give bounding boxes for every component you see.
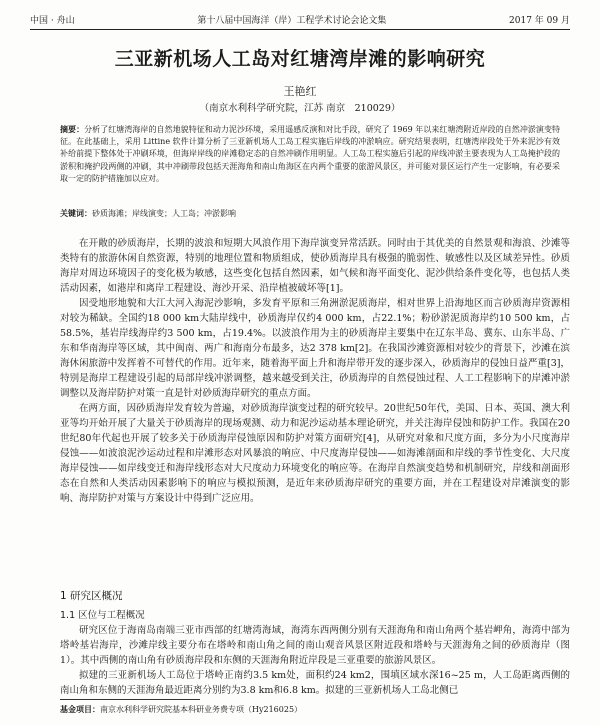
body-paragraph: 拟建的三亚新机场人工岛位于塔岭正南约3.5 km处，面积约24 km2，围填区域水深16~25 m，人工岛距离西侧的南山角和东侧的天涯海角最近距离分别约为3.8 km和6.8 km。拟建的三亚新机场人工岛北侧已 bbox=[60, 670, 570, 696]
section-1-1-body bbox=[60, 623, 570, 698]
running-head-location: 中国 · 舟山 bbox=[30, 15, 75, 26]
introduction bbox=[60, 236, 570, 506]
intro-paragraph: 因受地形地貌和大江大河入海泥沙影响，多发育平原和三角洲淤泥质海岸，相对世界上沿海地区而言砂质海岸资源相对较为稀缺。全国约18 000 km大陆岸线中，砂质海岸仅约4 000 km，占22.1%；粉砂淤泥质海岸约10 500 km，占58.5%，基岩岸线海岸约3 500 km，占19.4%。以波浪作用为主的砂质海岸主要集中在辽东半岛、冀东、山东半岛、广东和华南海岸等区域，其中闽南、两广和海南分布最多，达2 378 km[2]。在我国沙滩资源相对较少的背景下，沙滩在滨海休闲旅游中发挥着不可替代的作用。近年来，随着海平面上升和海岸带开发的逐步深入，砂质海岸的侵蚀日益严重[3]，特别是海岸工程建设引起的局部岸线冲淤调整，越来越受到关注，砂质海岸的自然侵蚀过程、人工工程影响下的岸滩冲淤调整以及海岸防护对策一直是针对砂质海岸研究的重点方面。 bbox=[60, 298, 570, 399]
intro-paragraph: 在两方面，因砂质海岸发育较为普遍，对砂质海岸演变过程的研究较早。20世纪50年代，美国、日本、英国、澳大利亚等均开始开展了大量关于砂质海岸的现场观测、动力和泥沙运动基本理论研究，并关注海岸侵蚀和防护工作。我国在20世纪80年代起也开展了较多关于砂质海岸侵蚀原因和防护对策方面研究[4]，从研究对象和尺度方面，多分为小尺度海岸侵蚀——如波浪泥沙运动过程和岸滩形态对风暴浪的响应、中尺度海岸侵蚀——如海滩剖面和岸线的季节性变化、大尺度海岸侵蚀——如岸线变迁和海岸线形态对大尺度动力环境变化的响应等。在海岸自然演变趋势和机制研究，岸线和剖面形态在自然和人类活动因素影响下的响应与模拟预测，是近年来砂质海岸研究的重要方面，并在工程建设对岸滩演变的影响、海岸防护对策与方案设计中得到广泛应用。 bbox=[60, 403, 570, 504]
subsection-heading: 1.1 区位与工程概况 bbox=[60, 610, 145, 621]
keywords-text: 砂质海滩；岸线演变；人工岛；冲淤影响 bbox=[92, 209, 236, 218]
body-paragraph: 研究区位于海南岛南端三亚市西部的红塘湾海域，海湾东西两侧分别有天涯海角和南山角两个基岩岬角，海湾中部为塔岭基岩海岸，沙滩岸线主要分布在塔岭和南山角之间的南山观音风景区附近段和塔岭与天涯海角之间的砂质海岸（图1）。其中西侧的南山角有砂质海岸段和东侧的天涯海角附近岸段是三亚重要的旅游风景区。 bbox=[60, 625, 570, 666]
keywords bbox=[60, 208, 560, 219]
footnote-rule bbox=[60, 699, 200, 700]
running-head-proceedings: 第十八届中国海洋（岸）工程学术讨论会论文集 bbox=[197, 15, 387, 26]
footnote-text: 南京水利科学研究院基本科研业务费专项（Hy216025） bbox=[100, 705, 303, 714]
header-rule bbox=[30, 29, 570, 30]
abstract-text: 分析了红塘湾海岸的自然地貌特征和动力泥沙环境，采用遥感反演和对比手段，研究了 1969 年以来红塘湾附近岸段的自然冲淤演变特征。在此基础上，采用 Littine 软件计算分析了三亚新机场人工岛工程实施后岸线的冲淤响应。研究结果表明，红塘湾岸段处于外来泥沙有效补给前提下整体处于冲刷环境，但海岸岸线的岸滩稳定态的自然冲刷作用明显。人工岛工程实施后引起的岸线冲淤主要表现为人工岛掩护段的淤积和掩护段两侧的冲刷，其中冲刷带段包括天涯海角和南山角海区在内两个重要的旅游风景区，并可能对景区运行产生一定影响，有必要采取一定的防护措施加以应对。 bbox=[60, 125, 560, 183]
author-name: 王艳红 bbox=[283, 85, 317, 98]
running-head bbox=[30, 12, 570, 26]
paper-title: 三亚新机场人工岛对红塘湾岸滩的影响研究 bbox=[114, 48, 486, 70]
author-affiliation: （南京水利科学研究院，江苏 南京 210029） bbox=[199, 103, 401, 114]
running-head-date: 2017 年 09 月 bbox=[509, 15, 570, 26]
abstract bbox=[60, 124, 560, 185]
keywords-label: 关键词： bbox=[60, 209, 92, 218]
abstract-label: 摘要： bbox=[60, 125, 85, 134]
footnote-label: 基金项目： bbox=[60, 705, 100, 714]
intro-paragraph: 在开敞的砂质海岸，长期的波浪和短期大风浪作用下海岸演变异常活跃。同时由于其优美的自然景观和海浪、沙滩等类特有的旅游休闲自然资源，特别的地理位置和物质组成，使砂质海岸具有极强的脆弱性、敏感性以及区域差异性。砂质海岸对周边环境因子的变化极为敏感，这些变化包括自然因素，如气候和海平面变化、泥沙供给条件变化等，也包括人类活动因素，如港岸和离岸工程建设、海沙开采、沿岸植被破坏等[1]。 bbox=[60, 238, 570, 294]
funding-footnote bbox=[60, 704, 302, 715]
section-heading: 1 研究区概况 bbox=[60, 590, 123, 602]
